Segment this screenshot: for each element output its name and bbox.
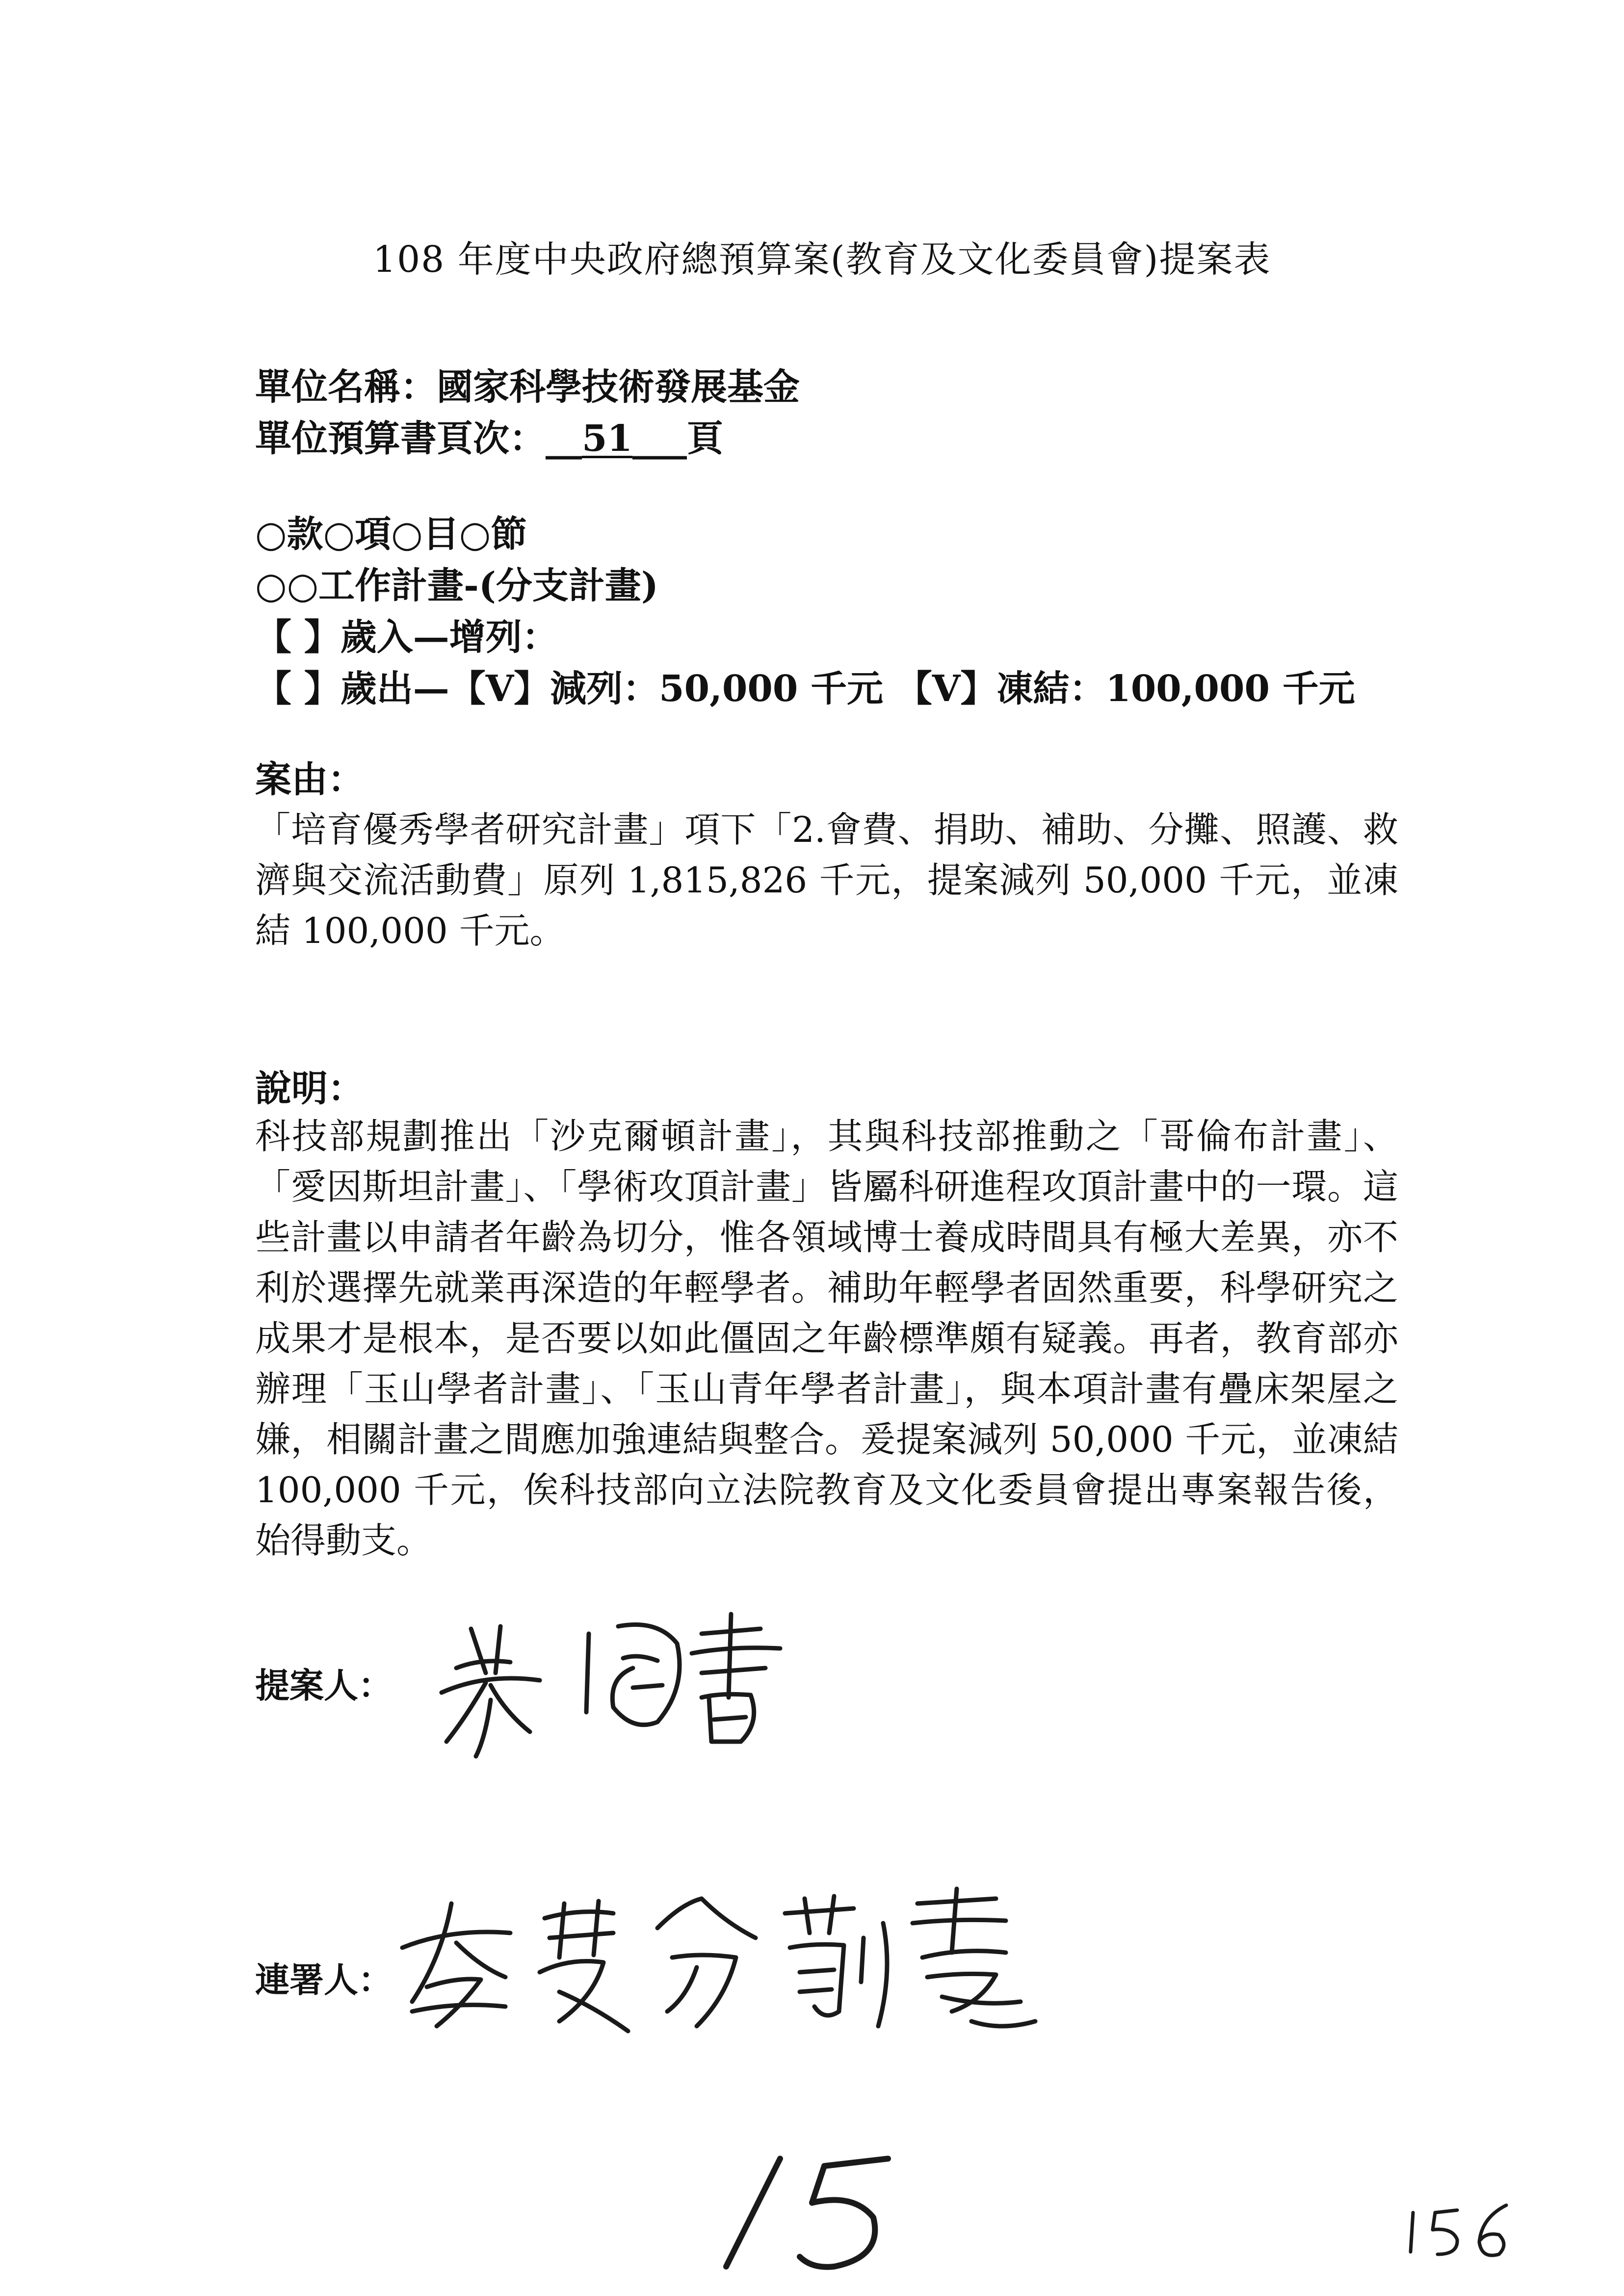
proposer-signature — [427, 1599, 810, 1766]
description-text: 科技部規劃推出「沙克爾頓計畫」，其與科技部推動之「哥倫布計畫」、「愛因斯坦計畫」、「學術攻頂計畫」皆屬科研進程攻頂計畫中的一環。這些計畫以申請者年齡為切分，惟各領域博士養成時間具有極大差異，亦不利於選擇先就業再深造的年輕學者。補助年輕學者固然重要，科學研究之成果才是根本，是否要以如此僵固之年齡標準頗有疑義。再者，教育部亦辦理「玉山學者計畫」、「玉山青年學者計畫」，與本項計畫有疊床架屋之嫌，相關計畫之間應加強連結與整合。爰提案減列 50,000 千元，並凍結 100,000 千元，俟科技部向立法院教育及文化委員會提出專案報告後，始得動支。 — [255, 1116, 1398, 1561]
unit-page-number: 51 — [582, 417, 632, 460]
reason-heading: 案由： — [255, 758, 364, 801]
cosigner-signature — [383, 1884, 1070, 2051]
cosigner-label: 連署人： — [255, 1959, 393, 2000]
budget-section-line: ○款○項○目○節 — [255, 513, 527, 555]
work-plan-line: ○○工作計畫-(分支計畫) — [255, 565, 658, 607]
handwritten-number-15 — [707, 2144, 913, 2281]
description-heading: 說明： — [255, 1068, 364, 1110]
document-title: 108 年度中央政府總預算案(教育及文化委員會)提案表 — [373, 238, 1271, 281]
unit-page-line — [255, 410, 723, 462]
unit-page-prefix: __ — [546, 417, 582, 460]
unit-name-value: 國家科學技術發展基金 — [437, 366, 800, 408]
reason-text: 「培育優秀學者研究計畫」項下「2.會費、捐助、補助、分攤、照護、救濟與交流活動費」原列 1,815,826 千元，提案減列 50,000 千元，並凍結 100,000 千元。 — [255, 809, 1398, 951]
unit-name-label: 單位名稱： — [255, 366, 437, 408]
unit-name-line — [255, 358, 800, 410]
expenditure-line: 【 】歲出—【V】減列：50,000 千元 【V】凍結：100,000 千元 — [255, 668, 1355, 710]
handwritten-number-156 — [1403, 2198, 1531, 2267]
proposer-label: 提案人： — [255, 1665, 393, 1706]
unit-page-suffix: ___頁 — [632, 417, 723, 460]
unit-page-label: 單位預算書頁次： — [255, 417, 546, 460]
revenue-line: 【 】歲入—增列： — [255, 616, 558, 658]
